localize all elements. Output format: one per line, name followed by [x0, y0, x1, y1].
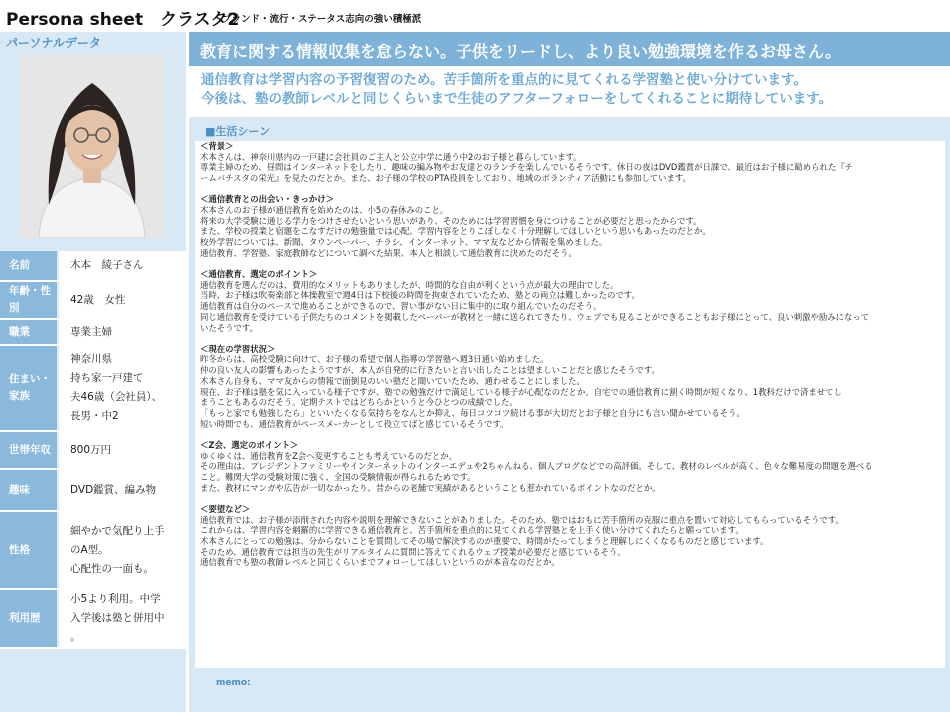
- profile-value: [58, 469, 186, 511]
- profile-value: [58, 511, 186, 589]
- persona-headline: 教育に関する情報収集を怠らない。子供をリードし、より良い勉強環境を作るお母さん。: [200, 42, 841, 61]
- life-section: [195, 344, 945, 430]
- profile-row: [0, 251, 186, 281]
- life-section-line: 専業主婦のため、昼間はインターネットをしたり、趣味の編み物やお友達とのランチを楽しんでいるそうです。休日の夜はDVD鑑賞が日課で、最近はお子様に勧められた『チ: [200, 162, 854, 173]
- profile-row: [0, 281, 186, 319]
- life-section-line: 木本さん自身も、ママ友からの情報で面倒見のいい塾だと聞いていたため、通わせることにしました。: [200, 375, 585, 386]
- life-section: [195, 269, 945, 333]
- life-section: [195, 141, 945, 184]
- profile-row: [0, 469, 186, 511]
- profile-value: [58, 431, 186, 469]
- profile-key: 職業: [0, 319, 58, 345]
- life-section-line: 木本さんにとっての勉強は、分からないことを質問してその場で解決するのが重要で、時間がたってしまうと理解しにくくなるものだと感じています。: [200, 536, 769, 546]
- life-section-line: こと。難関大学の受験対策に強く、全国の受験情報が得られるためです。: [200, 471, 476, 482]
- subhead-line: 通信教育は学習内容の予習復習のため。苦手箇所を重点的に見てくれる学習塾と使い分けています。: [201, 72, 807, 88]
- life-section-line: 現在、お子様は塾を気に入っている様子ですが、塾での勉強だけで満足している様子が心配なのだとか。自宅での通信教育に割く時間が短くなり、1教科だけで済ませてし: [200, 386, 842, 397]
- profile-value-line: 持ち家一戸建て: [70, 372, 144, 384]
- profile-key: 性格: [0, 511, 58, 589]
- sheet-header: [0, 0, 950, 30]
- life-section-heading: ＜現在の学習状況＞: [200, 343, 276, 354]
- life-section-line: 通信教育では、お子様が添削された内容や説明を理解できないことがありました。そのため、塾ではおもに苦手箇所の克服に重点を置いて対応してもらっているそうです。: [200, 514, 844, 525]
- profile-value-line: 心配性の一面も。: [70, 562, 154, 575]
- life-section-line: ゆくゆくは、通信教育をZ会へ変更することも考えているのだとか。: [200, 450, 457, 461]
- memo-strip: [0, 692, 186, 712]
- page-title: Persona sheet クラスタ2: [6, 10, 240, 30]
- life-section-line: 仲の良い友人の影響もあったようですが、本人が自発的に行きたいと言い出したことは望ましいことだと感じたそうです。: [200, 365, 660, 376]
- profile-key: 世帯年収: [0, 431, 58, 469]
- life-section-line: 「もっと家でも勉強したら」といいたくなる気持ちをなんとか抑え、毎日コツコツ続ける事が大切だとお子様と自分にも言い聞かせているそう。: [200, 407, 745, 418]
- profile-row: [0, 345, 186, 431]
- profile-key: 年齢・性別: [0, 281, 58, 319]
- profile-value-line: 800万円: [70, 443, 112, 456]
- life-section: [195, 194, 945, 258]
- profile-value-line: 入学後は塾と併用中: [70, 612, 165, 624]
- life-section-line: 昨冬からは、高校受験に向けて、お子様の希望で個人指導の学習塾へ週3日通い始めました。: [200, 354, 549, 365]
- profile-value: [58, 251, 186, 281]
- profile-value: [58, 589, 186, 648]
- life-section-line: 将来の大学受験に通じる学力をつけさせたいという思いがあり、そのためには学習習慣を身につけることが必要だと思ったからです。: [200, 215, 702, 226]
- profile-value: [58, 281, 186, 319]
- headline-bar: [189, 32, 950, 66]
- profile-value-line: 小5より利用。中学: [70, 593, 161, 605]
- life-section-line: いたそうです。: [200, 322, 258, 333]
- persona-subhead: [201, 71, 946, 109]
- life-section-heading: ＜Z会、選定のポイント＞: [200, 439, 299, 450]
- profile-value-line: 夫46歳（会社員）、: [70, 391, 163, 403]
- life-section-heading: ＜通信教育、選定のポイント＞: [200, 269, 318, 280]
- profile-value-line: DVD鑑賞、編み物: [70, 483, 157, 496]
- cluster-description: ブランド・流行・ステータス志向の強い積極派: [222, 14, 422, 25]
- personal-data-panel: [0, 32, 186, 712]
- life-section: [195, 440, 945, 494]
- profile-value-line: 42歳 女性: [70, 293, 126, 306]
- life-section-line: 通信教育、学習塾、家庭教師などについて調べた結果、本人と相談して通信教育に決めたのだそう。: [200, 247, 577, 258]
- profile-value-line: 。: [70, 631, 81, 643]
- life-section-line: 通信教育を選んだのは、費用的なメリットもありましたが、時間的な自由が利くという点が最大の理由でした。: [200, 279, 619, 290]
- profile-value-line: 神奈川県: [70, 353, 112, 365]
- life-section-line: 木本さんは、神奈川県内の一戸建に会社員のご主人と公立中学に通う中2のお子様と暮らしています。: [200, 151, 582, 162]
- life-scene-content: [195, 141, 945, 668]
- profile-row: [0, 511, 186, 589]
- life-section-line: 同じ通信教育を受けている子供たちのコメントを掲載したペーパーが教材と一緒に送られてきたり、ウェブでも見ることができることもお子様にとって、良い刺激や励みになって: [200, 311, 870, 322]
- life-section-line: 当時、お子様は吹奏楽部と体操教室で週4日は下校後の時間を拘束されていたため、塾との両立は難しかったのです。: [200, 290, 640, 301]
- life-section-line: 通信教育でも塾の教師レベルと同じくらいまでフォローしてほしいというのが本音なのだとか。: [200, 557, 560, 568]
- profile-value: [58, 319, 186, 345]
- profile-key: 名前: [0, 251, 58, 281]
- profile-key: 趣味: [0, 469, 58, 511]
- profile-row: [0, 319, 186, 345]
- life-section-line: 短い時間でも、通信教育がペースメーカーとして役立てばと感じているそうです。: [200, 418, 509, 429]
- memo-label: memo:: [216, 678, 251, 688]
- subhead-line: 今後は、塾の教師レベルと同じくらいまで生徒のアフターフォローをしてくれることに期待しています。: [201, 91, 833, 107]
- profile-value-line: 専業主婦: [70, 325, 112, 338]
- life-section-heading: ＜要望など＞: [200, 503, 251, 514]
- life-section-line: その理由は、プレジデントファミリーやインターネットのインターエデュや2ちゃんねる、個人ブログなどでの高評価。そして、教材のレベルが高く、色々な難易度の問題を選べる: [200, 461, 873, 472]
- profile-table: [0, 251, 186, 649]
- persona-portrait-icon: [19, 55, 165, 238]
- profile-value-line: のA型。: [70, 543, 109, 556]
- life-section-line: これからは、学習内容を網羅的に学習できる通信教育と、苦手箇所を重点的に見てくれる学習塾とを上手く使い分けてくれたらと願っています。: [200, 525, 744, 536]
- life-section-line: そのため、通信教育では担当の先生がリアルタイムに質問に答えてくれるウェブ授業が必要だと感じているそう。: [200, 546, 626, 557]
- personal-data-label: パーソナルデータ: [6, 36, 101, 50]
- profile-key: 利用歴: [0, 589, 58, 648]
- life-section-line: 木本さんのお子様が通信教育を始めたのは、小5の春休みのこと。: [200, 205, 449, 216]
- life-scene-panel: [189, 117, 950, 712]
- profile-row: [0, 431, 186, 469]
- life-scene-title: ■生活シーン: [205, 125, 271, 138]
- life-section-line: まうこともあるのだそう。定期テストではどちらかというと今ひとつの成績でした。: [200, 397, 518, 408]
- profile-row: [0, 589, 186, 648]
- profile-value-line: 長男・中2: [70, 410, 119, 422]
- profile-value-line: 細やかで気配り上手: [70, 524, 165, 537]
- life-section-line: また、教材にマンガや広告が一切なかったり、昔からの老舗で実績があるということも惹かれているポイントなのだとか。: [200, 482, 661, 493]
- life-section-line: ームバチスタの栄光』を見たのだとか。また、お子様の学校のPTA役員をしており、地域のボランティア活動にも参加しています。: [200, 173, 691, 184]
- life-section-heading: ＜背景＞: [200, 141, 234, 151]
- profile-value-line: 木本 綾子さん: [70, 259, 144, 271]
- life-section-line: 通信教育は自分のペースで進めることができるので、習い事がない日に集中的に取り組んでいたのだそう。: [200, 301, 602, 312]
- life-section-line: また、学校の授業と宿題をこなすだけの勉強量では心配。学習内容をとりこぼしなく十分理解してほしいという思いもあったのだとか。: [200, 226, 711, 237]
- profile-key: 住まい・家族: [0, 345, 58, 431]
- life-section: [195, 504, 945, 568]
- life-section-heading: ＜通信教育との出会い・きっかけ＞: [200, 194, 334, 205]
- persona-photo: [19, 55, 165, 238]
- life-section-line: 校外学習については、新聞、タウンペーパー、チラシ、インターネット、ママ友などから情報を集めました。: [200, 237, 608, 248]
- profile-value: [58, 345, 186, 431]
